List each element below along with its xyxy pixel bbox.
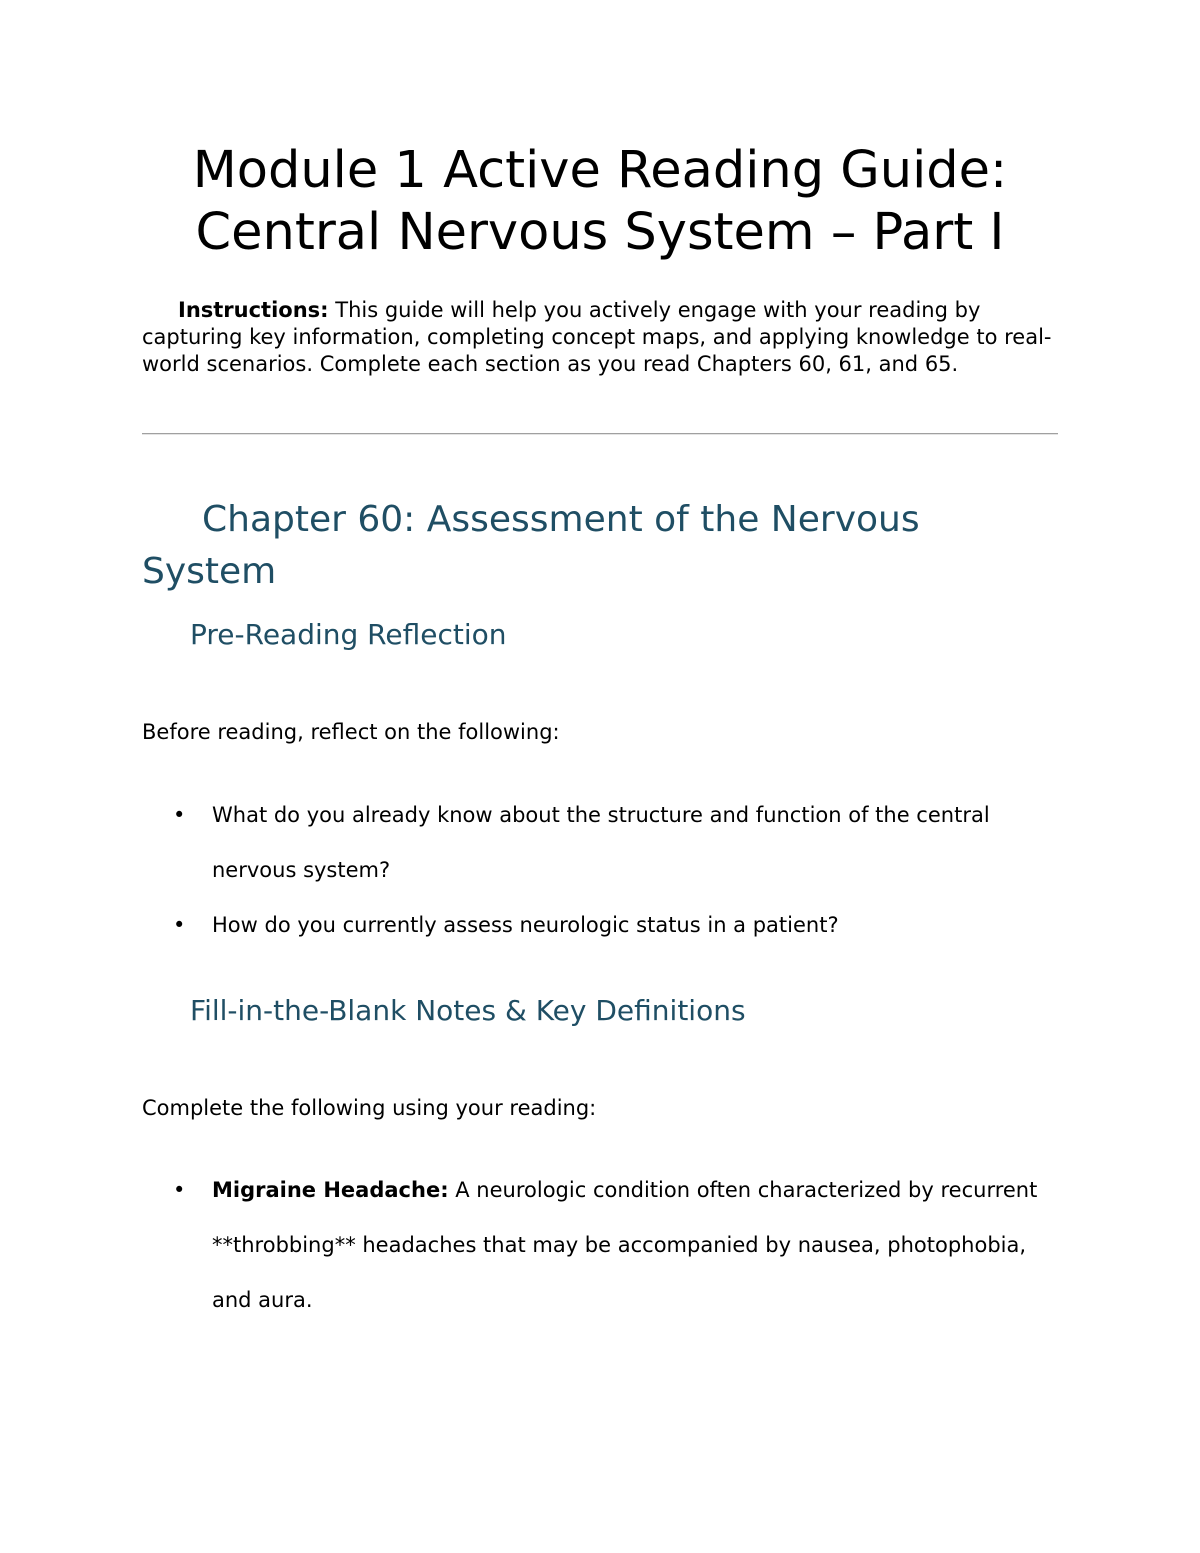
term-definition: A neurologic condition often characterized by recurrent **throbbing** headaches that may be accompanied by nausea, photophobia, and aura.: [212, 1178, 1038, 1312]
pre-reading-questions: [142, 788, 1042, 953]
horizontal-divider: [142, 433, 1058, 435]
question-text: How do you currently assess neurologic status in a patient?: [212, 913, 839, 937]
chapter-heading: [142, 494, 1042, 598]
bullet-icon: •: [173, 803, 186, 827]
instructions-text: This guide will help you actively engage with your reading by capturing key information, completing concept maps, and applying knowledge to real-world scenarios. Complete each section as you read Chapters 60, 61, and 65.: [142, 298, 1052, 376]
title-line-2: Central Nervous System – Part I: [195, 203, 1005, 262]
instructions-paragraph: [142, 297, 1058, 378]
bullet-icon: •: [173, 913, 186, 937]
list-item: [142, 1163, 1042, 1328]
chapter-heading-text: Chapter 60: Assessment of the Nervous System: [142, 499, 920, 592]
notes-intro: Complete the following using your reading:: [142, 1096, 597, 1120]
notes-heading: Fill-in-the-Blank Notes & Key Definitions: [190, 994, 746, 1027]
title-line-1: Module 1 Active Reading Guide:: [192, 141, 1008, 200]
pre-reading-heading: Pre-Reading Reflection: [190, 618, 507, 651]
list-item: [142, 898, 1042, 953]
bullet-icon: •: [173, 1178, 186, 1202]
document-title: [142, 140, 1058, 264]
notes-list: [142, 1163, 1042, 1328]
pre-reading-intro: Before reading, reflect on the following:: [142, 720, 560, 744]
question-text: What do you already know about the structure and function of the central nervous system?: [212, 803, 990, 882]
term-label: Migraine Headache:: [212, 1178, 449, 1202]
list-item: [142, 788, 1042, 898]
instructions-label: Instructions:: [178, 298, 329, 322]
